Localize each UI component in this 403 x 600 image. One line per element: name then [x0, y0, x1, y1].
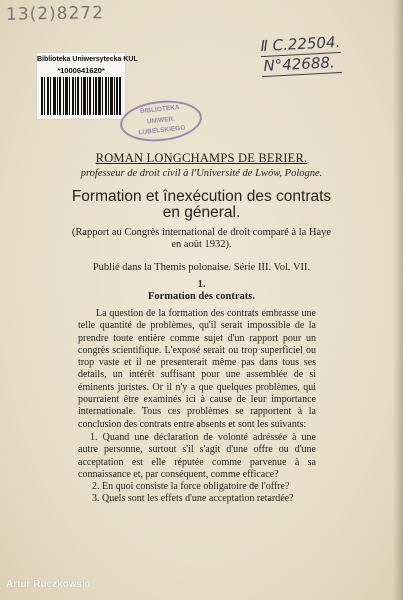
stamp-line2: UNIWER. — [146, 115, 176, 126]
publication-info: Publié dans la Themis polonaise. Série III. Vol. VII. — [92, 262, 311, 273]
question-3: 3. Quels sont les effets d'une acceptation retardée? — [92, 493, 294, 505]
intro-paragraph: La question de la formation des contrats embrasse une telle quantité de problèmes, qu'il serait impossible de la prendre toute entière comme sujet d'un rapport pour un congrès scientifique. L'exposé serait ou trop superficiel ou trop vaste et il ne presenterait même pas dans tous ses details, un intérêt suffisant pour une assemblée de si éminents juristes. Or il n'y a que quelques problèmes, qui pourraient être examinés ici à cause de leur importance internationale. Tous ces problèmes se rapportent à la conclusion des contrats entre absents et sont les suivants: — [78, 308, 316, 430]
congress-note — [0, 227, 403, 251]
author-line — [0, 151, 403, 166]
question-2: 2. En quoi consiste la force obligatoire de l'offre? — [92, 481, 290, 493]
library-barcode-label — [36, 52, 138, 120]
digitizer-watermark: Artur Ruczkowski — [6, 579, 91, 590]
handwritten-catalog-line2: N°42688. — [261, 53, 342, 77]
library-stamp — [118, 97, 204, 145]
barcode-code: *1000641620* — [57, 66, 105, 75]
section-number: 1. — [197, 279, 206, 290]
stamp-line3: LUBELSKIEGO — [138, 124, 186, 137]
document-title — [0, 189, 403, 221]
handwritten-shelfmark: 13(2)8272 — [5, 3, 105, 25]
title-line2: en géneral. — [162, 204, 241, 221]
section-title: Formation des contrats. — [147, 291, 256, 302]
handwritten-catalog-line1: Ⅱ C.22504. — [260, 32, 341, 56]
question-1: 1. Quand une déclaration de volonté adréssée à une autre personne, surtout s'il s'agit d'une offre ou d'une acceptation est elle réputée comme parvenue à sa connaissance et, par conséquent, comme efficace? — [78, 431, 316, 480]
barcode-icon — [41, 77, 121, 115]
stamp-line1: BIBLIOTEKA — [139, 104, 180, 116]
note-line1: (Rapport au Congrès international de droit comparé à la Haye — [71, 227, 332, 238]
handwritten-catalog-number — [260, 33, 342, 77]
title-line1: Formation et înexécution des contrats — [71, 188, 332, 205]
note-line2: en août 1932). — [171, 239, 232, 250]
author-affiliation: professeur de droit civil à l'Université de Lwów, Pologne. — [80, 168, 323, 179]
author-name: ROMAN LONGCHAMPS DE BERIER. — [95, 151, 308, 165]
body-text — [78, 308, 316, 506]
library-name: Biblioteka Uniwersytecka KUL — [37, 56, 138, 63]
